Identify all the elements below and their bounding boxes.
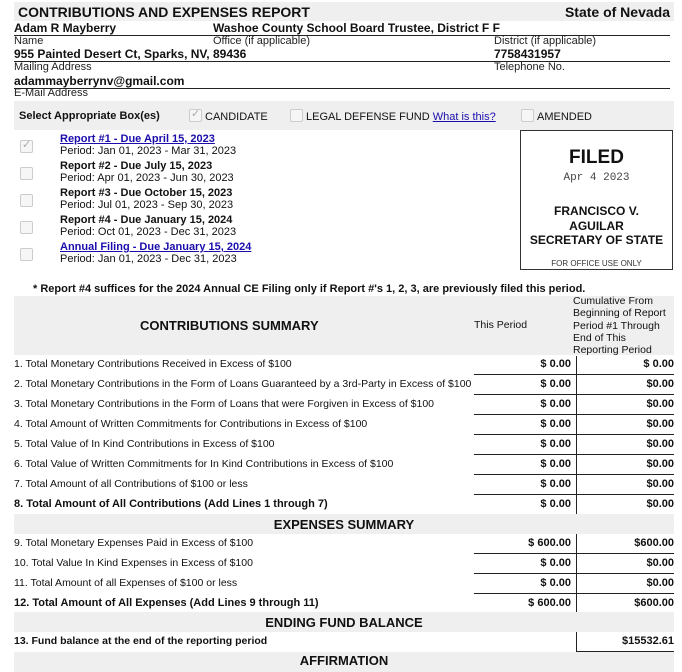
report-item [60,160,234,184]
report-period: Period: Jan 01, 2023 - Dec 31, 2023 [60,253,237,265]
this-period-value: $ 0.00 [540,478,571,490]
legal-defense-label: LEGAL DEFENSE FUND What is this? [306,111,496,123]
filed-label: FILED [569,147,624,168]
report-period: Period: Jul 01, 2023 - Sep 30, 2023 [60,199,234,211]
phone-label: Telephone No. [494,61,565,73]
report-item [60,187,233,211]
report-checkbox[interactable] [20,167,33,180]
email-label: E-Mail Address [14,87,88,99]
office-value: Washoe County School Board Trustee, District F F [213,21,500,35]
report-title: CONTRIBUTIONS AND EXPENSES REPORT [18,4,310,20]
row-label: 8. Total Amount of All Contributions (Add Lines 1 through 7) [14,498,328,510]
cumulative-value: $0.00 [646,378,674,390]
this-period-value: $ 0.00 [540,458,571,470]
secretary-name: FRANCISCO V. [554,204,639,218]
report-item [60,241,251,265]
cumulative-value: $0.00 [646,557,674,569]
footnote: * Report #4 suffices for the 2024 Annual CE Filing only if Report #'s 1, 2, 3, are previously filed this period. [33,283,586,295]
email: adammayberrynv@gmail.com [14,74,185,88]
this-period-value: $ 600.00 [528,537,571,549]
report-item [60,214,236,238]
this-period-value: $ 0.00 [540,577,571,589]
candidate-label: CANDIDATE [205,111,268,123]
cumulative-value: $ 0.00 [643,358,674,370]
row-label: 3. Total Monetary Contributions in the Form of Loans that were Forgiven in Excess of $100 [14,398,435,410]
select-boxes-label: Select Appropriate Box(es) [19,110,160,122]
divider [14,88,670,89]
report-period: Period: Oct 01, 2023 - Dec 31, 2023 [60,226,237,238]
report-checkbox[interactable] [20,140,33,153]
row-label: 6. Total Value of Written Commitments for In Kind Contributions in Excess of $100 [14,458,394,470]
summary-row [14,415,674,435]
this-period-value: $ 600.00 [528,597,571,609]
summary-row [14,534,674,554]
row-label: 2. Total Monetary Contributions in the Form of Loans Guaranteed by a 3rd-Party in Excess of $100 [14,378,472,390]
this-period-value: $ 0.00 [540,498,571,510]
summary-row [14,574,674,594]
summary-row [14,554,674,574]
address-label: Mailing Address [14,61,92,73]
cumulative-value: $0.00 [646,398,674,410]
affirmation-title: AFFIRMATION [299,653,389,668]
fund-balance-row [14,632,674,652]
telephone: 7758431957 [494,47,561,61]
row-label: 4. Total Amount of Written Commitments for Contributions in Excess of $100 [14,418,368,430]
name-label: Name [14,35,44,47]
report-checkbox[interactable] [20,194,33,207]
what-is-this-link[interactable]: What is this? [432,111,496,123]
summary-row [14,475,674,495]
report-item [60,133,236,157]
amended-label: AMENDED [537,111,593,123]
row-label: 5. Total Value of In Kind Contributions in Excess of $100 [14,438,275,450]
cumulative-value: $0.00 [646,478,674,490]
row-label: 7. Total Amount of all Contributions of $100 or less [14,478,248,490]
candidate-name: Adam R Mayberry [14,21,117,35]
contributions-title: CONTRIBUTIONS SUMMARY [140,318,319,333]
office-use-note: FOR OFFICE USE ONLY [551,259,642,268]
column-divider [576,632,577,652]
report-checkbox[interactable] [20,221,33,234]
row-label: 12. Total Amount of All Expenses (Add Lines 9 through 11) [14,597,319,609]
state-label: State of Nevada [564,4,670,20]
this-period-value: $ 0.00 [540,378,571,390]
summary-row [14,375,674,395]
cumulative-value: $0.00 [646,498,674,510]
cumulative-value: $0.00 [646,458,674,470]
cumulative-value: $600.00 [634,597,674,609]
report-title: Report #3 - Due October 15, 2023 [60,187,233,199]
this-period-value: $ 0.00 [540,438,571,450]
filed-date: Apr 4 2023 [563,172,630,184]
report-period: Period: Apr 01, 2023 - Jun 30, 2023 [60,172,234,184]
fund-balance-value: $15532.61 [622,635,674,647]
legal-defense-checkbox[interactable] [290,109,303,122]
summary-row [14,395,674,415]
cumulative-header: Cumulative From Beginning of Report Period #1 Through End of This Reporting Period [573,295,666,357]
column-divider [576,534,577,612]
this-period-value: $ 0.00 [540,358,571,370]
amended-checkbox[interactable] [521,109,534,122]
divider [14,61,670,62]
district-label: District (if applicable) [494,35,597,47]
cumulative-value: $0.00 [646,418,674,430]
cumulative-value: $0.00 [646,577,674,589]
summary-row [14,355,674,375]
column-divider [576,356,577,514]
report-link[interactable]: Report #1 - Due April 15, 2023 [60,133,215,145]
this-period-value: $ 0.00 [540,398,571,410]
cumulative-value: $600.00 [634,537,674,549]
report-period: Period: Jan 01, 2023 - Mar 31, 2023 [60,145,237,157]
report-link[interactable]: Annual Filing - Due January 15, 2024 [60,241,252,253]
this-period-header: This Period [474,319,528,331]
secretary-surname: AGUILAR [569,219,624,233]
row-label: 1. Total Monetary Contributions Received in Excess of $100 [14,358,292,370]
report-title: Report #2 - Due July 15, 2023 [60,160,213,172]
summary-row [14,495,674,515]
cumulative-value: $0.00 [646,438,674,450]
fund-balance-label: 13. Fund balance at the end of the reporting period [14,635,268,647]
this-period-value: $ 0.00 [540,557,571,569]
candidate-checkbox[interactable] [189,109,202,122]
row-label: 11. Total Amount of all Expenses of $100 or less [14,577,238,589]
office-label: Office (if applicable) [213,35,311,47]
mailing-address: 955 Painted Desert Ct, Sparks, NV, 89436 [14,47,247,61]
this-period-value: $ 0.00 [540,418,571,430]
office-stamp [520,130,673,270]
report-checkbox[interactable] [20,248,33,261]
row-label: 9. Total Monetary Expenses Paid in Excess of $100 [14,537,254,549]
summary-row [14,594,674,614]
summary-row [14,435,674,455]
summary-row [14,455,674,475]
report-title: Report #4 - Due January 15, 2024 [60,214,233,226]
balance-title: ENDING FUND BALANCE [265,615,423,630]
expenses-title: EXPENSES SUMMARY [273,517,415,532]
secretary-title: SECRETARY OF STATE [529,233,664,247]
row-label: 10. Total Value In Kind Expenses in Excess of $100 [14,557,253,569]
